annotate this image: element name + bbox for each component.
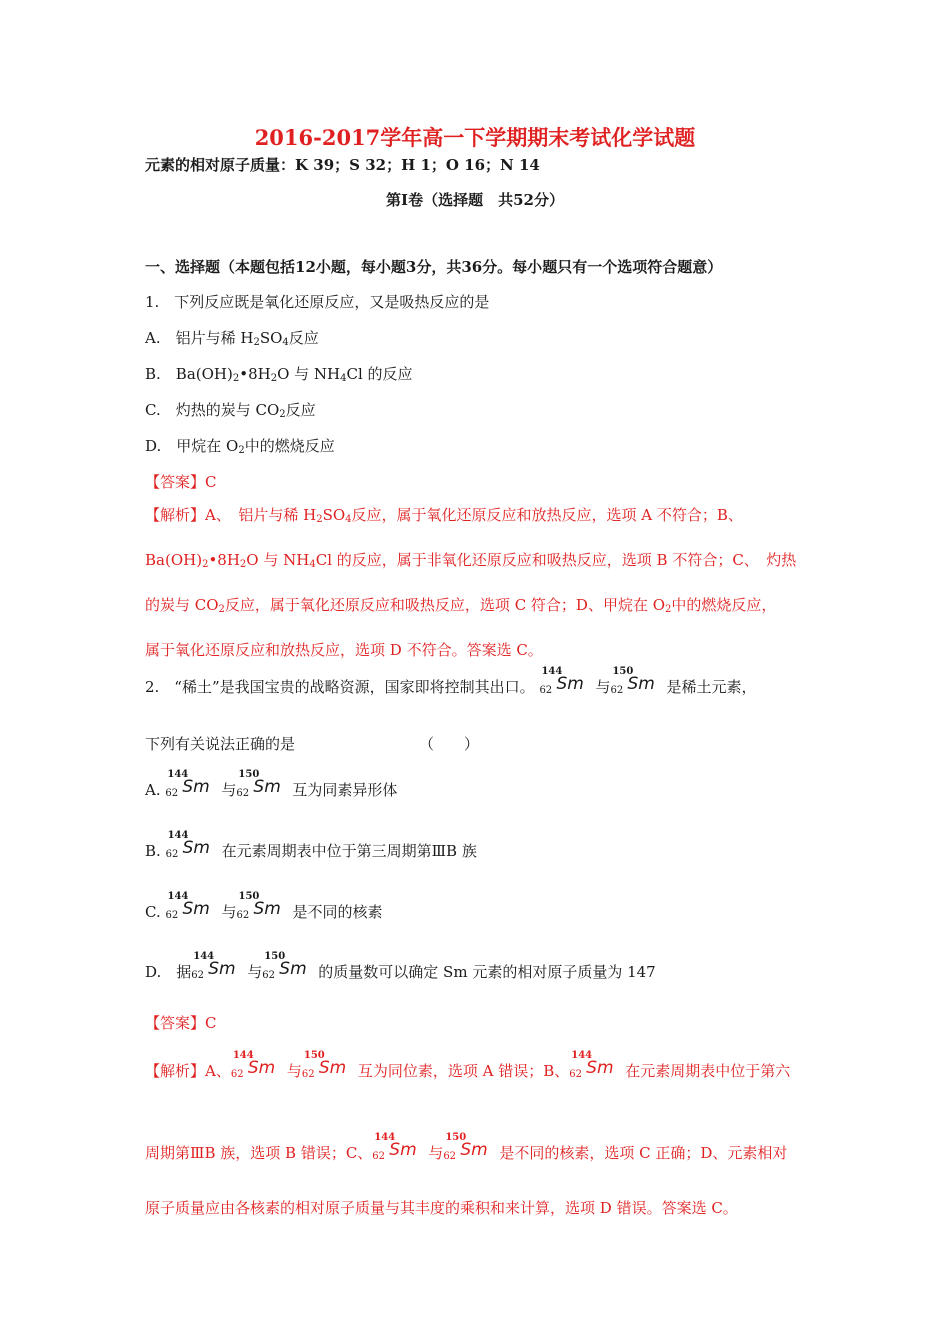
q1-option-d: D. 甲烷在 $O_2$中的燃烧反应 [145, 437, 335, 456]
q1-explanation-line: $Ba(OH)_2•8H_2O$ 与 $NH_4Cl$ 的反应，属于非氧化还原反应和吸热反应，选项 B 不符合；C、 灼热 [145, 551, 797, 570]
q1-stem: 1. 下列反应既是氧化还原反应，又是吸热反应的是 [145, 293, 490, 311]
q1-option-a: A. 铝片与稀 $H_2SO_4$反应 [145, 329, 319, 348]
q2-option-a: A. 144 62 Sm 与 150 62 Sm 互为同素异形体 [145, 769, 397, 803]
q2-stem: 2. “稀土”是我国宝贵的战略资源，国家即将控制其出口。 144 62 Sm 与 150 62 Sm 是稀土元素， [145, 666, 756, 700]
atomic-masses: 元素的相对原子质量：K 39；S 32；H 1；O 16；N 14 [145, 156, 540, 174]
nuclide-sm-144: 144 62 Sm [230, 1050, 276, 1080]
nuclide-sm-144: 144 62 Sm [165, 769, 210, 799]
q1-option-c: C. 灼热的炭与 $CO_2$反应 [145, 401, 316, 420]
q1-explanation-line: 属于氧化还原反应和放热反应，选项 D 不符合。答案选 C。 [145, 641, 543, 659]
nuclide-sm-144: 144 62 Sm [539, 666, 584, 696]
nuclide-sm-150: 150 62 Sm [301, 1050, 347, 1080]
q2-answer: 【答案】C [145, 1014, 217, 1032]
q2-stem-2: 下列有关说法正确的是 （ ） [145, 735, 480, 753]
q2-explanation-line-1: 【解析】A、 144 62 Sm 与 150 62 Sm 互为同位素，选项 A 错误；B、 144 62 Sm 在元素周期表中位于第六 [145, 1050, 790, 1084]
q2-option-c: C. 144 62 Sm 与 150 62 Sm 是不同的核素 [145, 891, 383, 925]
nuclide-sm-144: 144 62 Sm [372, 1132, 417, 1162]
section-title: 一、选择题（本题包括12小题，每小题3分，共36分。每小题只有一个选项符合题意） [145, 258, 723, 276]
page-title: 2016-2017学年高一下学期期末考试化学试题 [254, 125, 696, 150]
q1-explanation [145, 495, 813, 671]
q2-explanation-line-3: 原子质量应由各核素的相对原子质量与其丰度的乘积和来计算，选项 D 错误。答案选 C。 [145, 1199, 738, 1217]
nuclide-sm-150: 150 62 Sm [610, 666, 655, 696]
nuclide-sm-150: 150 62 Sm [236, 891, 281, 921]
nuclide-sm-150: 150 62 Sm [443, 1132, 488, 1162]
nuclide-sm-150: 150 62 Sm [262, 951, 307, 981]
nuclide-sm-144: 144 62 Sm [191, 951, 236, 981]
nuclide-sm-144: 144 62 Sm [569, 1050, 614, 1080]
nuclide-sm-150: 150 62 Sm [236, 769, 281, 799]
q1-option-b: B. $Ba(OH)_2•8H_2O$ 与 $NH_4Cl$ 的反应 [145, 365, 413, 384]
nuclide-sm-144: 144 62 Sm [165, 830, 210, 860]
q2-option-b: B. 144 62 Sm 在元素周期表中位于第三周期第ⅢB 族 [145, 830, 477, 864]
q2-explanation-line-2: 周期第ⅢB 族，选项 B 错误；C、 144 62 Sm 与 150 62 Sm 是不同的核素，选项 C 正确；D、元素相对 [145, 1132, 787, 1166]
q1-answer: 【答案】C [145, 473, 217, 491]
volume-title: 第Ⅰ卷（选择题 共52分） [386, 191, 564, 209]
q1-explanation-line: 的炭与 $CO_2$反应，属于氧化还原反应和吸热反应，选项 C 符合；D、甲烷在 $O_2$中的燃烧反应， [145, 596, 777, 615]
nuclide-sm-144: 144 62 Sm [165, 891, 210, 921]
q1-explanation-line: 【解析】A、 铝片与稀 $H_2SO_4$反应，属于氧化还原反应和放热反应，选项 A 不符合；B、 [145, 506, 743, 525]
q2-option-d: D. 据 144 62 Sm 与 150 62 Sm 的质量数可以确定 Sm 元素的相对原子质量为 147 [145, 951, 656, 985]
